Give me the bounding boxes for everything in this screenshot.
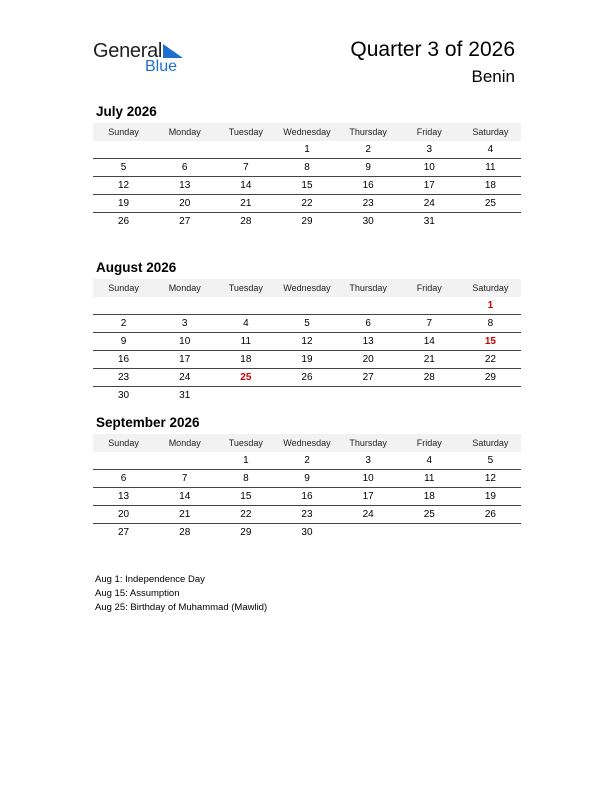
weekday-header: [93, 123, 521, 141]
day-cell: 22: [240, 509, 252, 520]
day-cell: 8: [243, 473, 249, 484]
week-row: [93, 524, 521, 541]
day-cell: 2: [120, 318, 127, 329]
day-cell: 15: [484, 336, 496, 347]
weekday-label: Saturday: [472, 127, 509, 137]
week-row: [93, 315, 521, 333]
day-cell: 24: [362, 509, 374, 520]
day-cell: [154, 452, 215, 469]
day-cell: 10: [423, 162, 435, 173]
day-cell: 9: [120, 336, 127, 347]
logo-text-general: General: [93, 40, 163, 62]
day-cell: 13: [118, 491, 130, 502]
day-cell: 12: [301, 336, 313, 347]
day-cell: 5: [487, 455, 494, 466]
day-cell: [276, 297, 337, 314]
day-cell: [338, 524, 399, 541]
holiday-note: Aug 1: Independence Day: [95, 574, 205, 585]
holiday-note: Aug 15: Assumption: [95, 588, 180, 599]
weekday-label: Thursday: [349, 127, 387, 137]
day-cell: 1: [243, 455, 249, 466]
day-cell: 21: [179, 509, 191, 520]
day-cell: 5: [120, 162, 127, 173]
page-title: Quarter 3 of 2026: [350, 38, 515, 61]
day-cell: 7: [426, 318, 433, 329]
day-cell: [399, 297, 460, 314]
day-cell: 3: [181, 318, 188, 329]
day-cell: 30: [301, 527, 313, 538]
day-cell: [215, 141, 276, 158]
weekday-label: Saturday: [472, 438, 509, 448]
day-cell: 22: [301, 198, 313, 209]
weekday-label: Wednesday: [283, 283, 331, 293]
day-cell: 27: [362, 372, 374, 383]
day-cell: [215, 297, 276, 314]
day-cell: 21: [423, 354, 435, 365]
day-cell: [338, 297, 399, 314]
day-cell: [154, 297, 215, 314]
weekday-label: Monday: [168, 127, 201, 137]
day-cell: 19: [301, 354, 313, 365]
weekday-label: Thursday: [349, 283, 387, 293]
day-cell: 8: [487, 318, 494, 329]
day-cell: 15: [240, 491, 252, 502]
day-cell: [460, 524, 521, 541]
day-cell: 12: [484, 473, 496, 484]
day-cell: 24: [423, 198, 435, 209]
day-cell: 4: [487, 144, 494, 155]
day-cell: 19: [484, 491, 496, 502]
day-cell: 8: [304, 162, 310, 173]
day-cell: [93, 297, 154, 314]
day-cell: [399, 387, 460, 404]
day-cell: 7: [243, 162, 249, 173]
weekday-label: Monday: [168, 438, 201, 448]
day-cell: [93, 141, 154, 158]
day-cell: 30: [118, 390, 130, 401]
day-cell: 25: [240, 372, 252, 383]
day-cell: 23: [301, 509, 313, 520]
weekday-label: Tuesday: [228, 127, 263, 137]
day-cell: 18: [423, 491, 435, 502]
day-cell: 29: [484, 372, 496, 383]
day-cell: [460, 387, 521, 404]
day-cell: [93, 452, 154, 469]
day-cell: 31: [423, 216, 435, 227]
day-cell: [338, 387, 399, 404]
day-cell: [399, 524, 460, 541]
day-cell: 2: [365, 144, 371, 155]
weekday-label: Monday: [168, 283, 201, 293]
day-cell: 6: [120, 473, 127, 484]
day-cell: 29: [301, 216, 313, 227]
day-cell: 3: [365, 455, 371, 466]
week-row: [93, 297, 521, 315]
day-cell: 6: [365, 318, 371, 329]
day-cell: 21: [240, 198, 252, 209]
week-row: [93, 369, 521, 387]
day-cell: 17: [423, 180, 435, 191]
day-cell: 13: [362, 336, 374, 347]
day-cell: 16: [301, 491, 313, 502]
logo-text-blue: Blue: [145, 58, 178, 75]
day-cell: 18: [240, 354, 252, 365]
day-cell: 19: [118, 198, 130, 209]
day-cell: 12: [118, 180, 130, 191]
week-row: [93, 488, 521, 506]
country-name: Benin: [471, 67, 515, 86]
logo: [93, 40, 203, 80]
day-cell: 14: [240, 180, 252, 191]
day-cell: 4: [426, 455, 433, 466]
day-cell: 26: [484, 509, 496, 520]
week-row: [93, 213, 521, 230]
week-row: [93, 452, 521, 470]
day-cell: 14: [423, 336, 435, 347]
day-cell: 22: [484, 354, 496, 365]
week-row: [93, 141, 521, 159]
week-row: [93, 177, 521, 195]
weekday-label: Wednesday: [283, 438, 331, 448]
day-cell: 1: [487, 300, 494, 311]
day-cell: 27: [179, 216, 191, 227]
day-cell: 11: [240, 336, 252, 347]
day-cell: 29: [240, 527, 252, 538]
day-cell: 11: [424, 473, 435, 484]
day-cell: 1: [304, 144, 310, 155]
day-cell: [276, 387, 337, 404]
week-row: [93, 470, 521, 488]
day-cell: 4: [243, 318, 249, 329]
week-row: [93, 351, 521, 369]
day-cell: 17: [179, 354, 191, 365]
weekday-label: Friday: [416, 283, 442, 293]
day-cell: 9: [304, 473, 310, 484]
day-cell: 20: [179, 198, 191, 209]
weekday-label: Thursday: [349, 438, 387, 448]
day-cell: 26: [301, 372, 313, 383]
day-cell: 25: [484, 198, 496, 209]
weekday-label: Friday: [416, 438, 442, 448]
month-title: August 2026: [96, 260, 177, 275]
holiday-note: Aug 25: Birthday of Muhammad (Mawlid): [95, 602, 268, 613]
day-cell: 16: [362, 180, 374, 191]
day-cell: 6: [181, 162, 188, 173]
week-row: [93, 506, 521, 524]
weekday-label: Sunday: [108, 438, 139, 448]
day-cell: 13: [179, 180, 191, 191]
day-cell: 20: [118, 509, 130, 520]
weekday-label: Tuesday: [228, 438, 263, 448]
day-cell: [154, 141, 215, 158]
weekday-label: Sunday: [108, 283, 139, 293]
day-cell: 20: [362, 354, 374, 365]
weekday-label: Tuesday: [228, 283, 263, 293]
day-cell: 14: [179, 491, 191, 502]
day-cell: 23: [118, 372, 130, 383]
day-cell: [460, 213, 521, 230]
day-cell: 28: [240, 216, 252, 227]
day-cell: 7: [181, 473, 188, 484]
day-cell: 23: [362, 198, 374, 209]
day-cell: 31: [179, 390, 191, 401]
week-row: [93, 195, 521, 213]
day-cell: 5: [304, 318, 310, 329]
week-row: [93, 387, 521, 404]
day-cell: 26: [118, 216, 130, 227]
weekday-label: Saturday: [472, 283, 509, 293]
day-cell: 30: [362, 216, 374, 227]
day-cell: [215, 387, 276, 404]
month-title: July 2026: [96, 104, 157, 119]
day-cell: 9: [365, 162, 371, 173]
holiday-notes: [95, 573, 267, 615]
day-cell: 10: [362, 473, 374, 484]
day-cell: 15: [301, 180, 313, 191]
day-cell: 3: [426, 144, 433, 155]
logo-triangle-icon: [161, 44, 183, 60]
weekday-label: Sunday: [108, 127, 139, 137]
day-cell: 2: [304, 455, 310, 466]
day-cell: 28: [179, 527, 191, 538]
day-cell: 10: [179, 336, 191, 347]
day-cell: 18: [484, 180, 496, 191]
day-cell: 28: [423, 372, 435, 383]
weekday-header: [93, 279, 521, 297]
day-cell: 11: [485, 162, 496, 173]
day-cell: 27: [118, 527, 130, 538]
week-row: [93, 333, 521, 351]
day-cell: 17: [362, 491, 374, 502]
month-title: September 2026: [96, 415, 200, 430]
weekday-label: Wednesday: [283, 127, 331, 137]
day-cell: 25: [423, 509, 435, 520]
day-cell: 24: [179, 372, 191, 383]
week-row: [93, 159, 521, 177]
weekday-label: Friday: [416, 127, 442, 137]
weekday-header: [93, 434, 521, 452]
day-cell: 16: [118, 354, 130, 365]
